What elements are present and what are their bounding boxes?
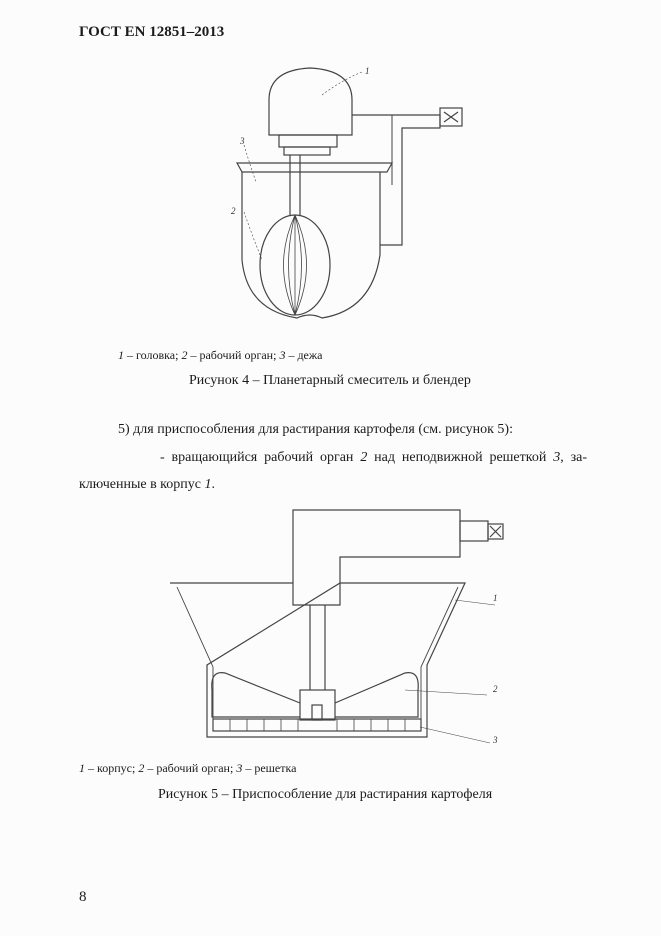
bullet-line: - вращающийся рабочий орган 2 над неподвижной решеткой 3, за-	[160, 450, 588, 465]
leader-5-1-shape	[455, 600, 495, 605]
bowl-rim-shape	[237, 163, 392, 172]
shaft-shape-2	[310, 605, 325, 690]
connector-cross-shape-2	[490, 526, 501, 537]
figure-4-title: Рисунок 4 – Планетарный смеситель и блендер	[189, 373, 471, 388]
drive-connector-shape-2	[460, 521, 488, 541]
grate-slots-shape	[230, 719, 405, 731]
mixer-neck-shape	[279, 135, 337, 147]
figure-4-legend: 1 – головка; 2 – рабочий орган; 3 – дежа	[118, 348, 323, 362]
fig4-callout-3: 3	[240, 136, 245, 146]
leader-5-2-shape	[405, 690, 487, 695]
connector-cross-shape	[444, 112, 458, 122]
left-blade-shape	[212, 673, 300, 717]
mixer-head-shape	[269, 68, 352, 135]
mixer-arm-shape	[352, 115, 440, 245]
fig5-callout-2: 2	[493, 684, 498, 694]
figure-5-title: Рисунок 5 – Приспособление для растирания картофеля	[158, 787, 493, 802]
page-number: 8	[79, 889, 87, 905]
fig5-callout-3: 3	[493, 735, 498, 745]
right-blade-shape	[335, 673, 418, 717]
whisk-wires-shape	[284, 215, 307, 315]
arm-inner-shape	[352, 115, 392, 185]
grate-shape	[213, 719, 421, 731]
figure-5-legend: 1 – корпус; 2 – рабочий орган; 3 – решетка	[79, 761, 297, 775]
leader-5-3-shape	[420, 727, 490, 743]
figure-4-drawing	[222, 60, 472, 330]
figure-5-drawing	[165, 505, 535, 750]
shaft-shape	[290, 155, 300, 215]
leader-1-shape	[322, 72, 362, 95]
mixer-collar-shape	[284, 147, 330, 155]
item-5-text: 5) для приспособления для растирания картофеля (см. рисунок 5):	[118, 422, 513, 437]
fig4-callout-1: 1	[365, 66, 370, 76]
motor-housing-shape	[293, 510, 460, 605]
hub-key-shape	[312, 705, 322, 720]
bullet-continuation: ключенные в корпус 1.	[79, 477, 215, 492]
funnel-inner-shape	[177, 587, 458, 731]
fig5-callout-1: 1	[493, 593, 498, 603]
fig4-callout-2: 2	[231, 206, 236, 216]
document-header: ГОСТ EN 12851–2013	[79, 24, 225, 40]
leader-2-shape	[244, 212, 262, 260]
